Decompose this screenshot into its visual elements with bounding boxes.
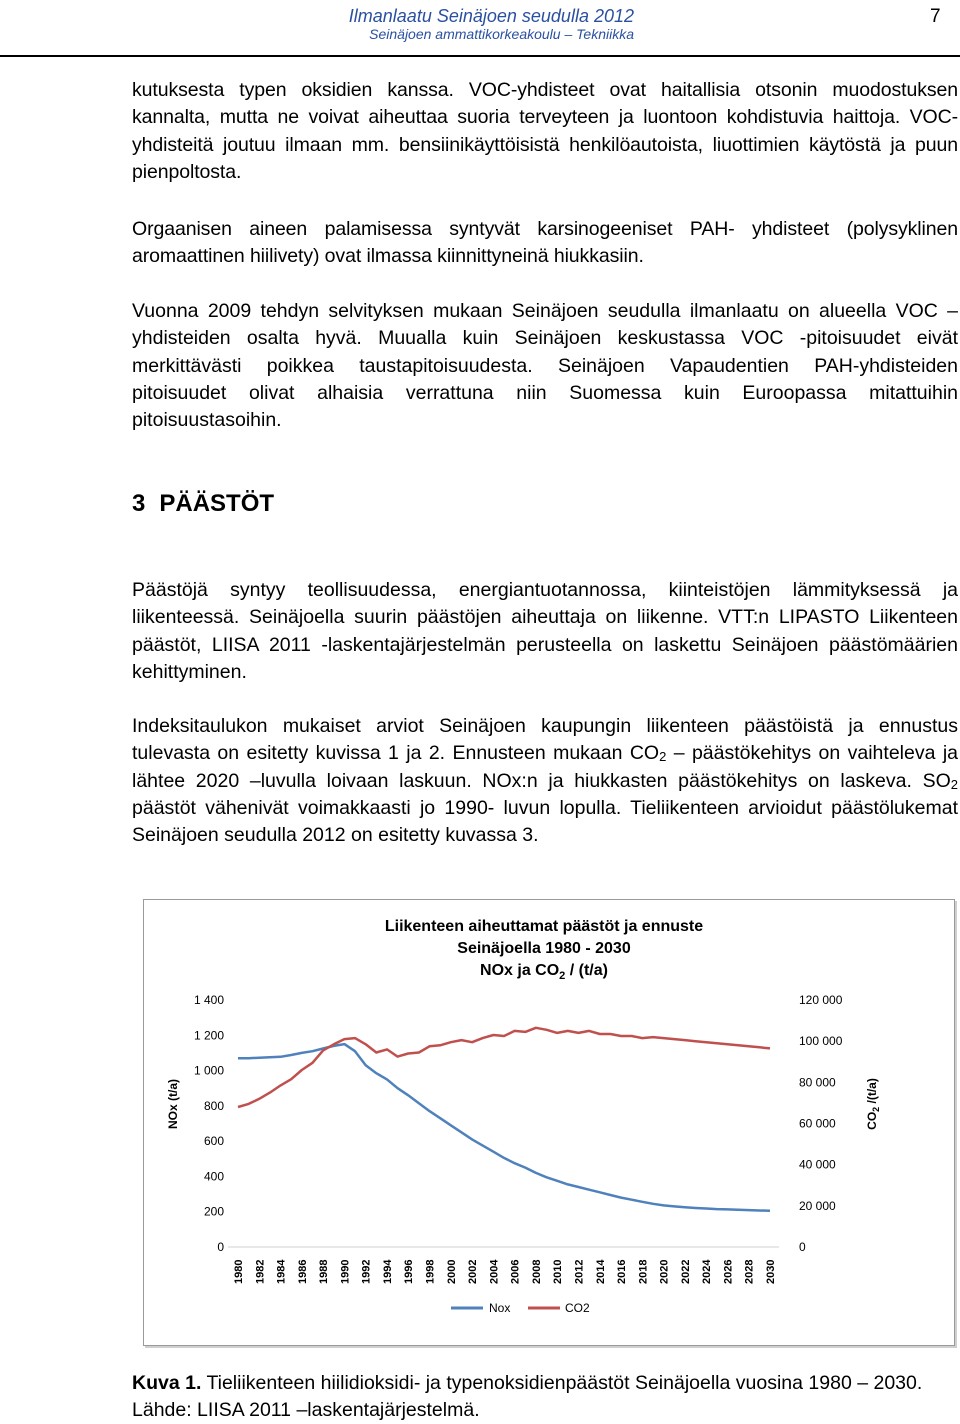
y-axis-left-label: NOx (t/a) [166, 1078, 180, 1130]
x-tick-label: 2004 [488, 1259, 501, 1284]
header-title: Ilmanlaatu Seinäjoen seudulla 2012 [348, 6, 634, 26]
y-right-tick-label: 20 000 [799, 1198, 836, 1213]
chart-title-line3-b: / (t/a) [565, 962, 608, 979]
x-tick-label: 1984 [275, 1259, 288, 1284]
paragraph-survey: Vuonna 2009 tehdyn selvityksen mukaan Seinäjoen seudulla ilmanlaatu on alueella VOC –yhdisteiden osalta hyvä. Muualla kuin Seinäjoen keskustassa VOC -pitoisuudet eivät merkittävästi poikkea taustapitoisuudesta. Seinäjoen Vapaudentien PAH-yhdisteiden pitoisuudet olivat alhaisia verrattuna niin Suomessa kuin Euroopassa mitattuihin pitoisuustasoihin. [132, 300, 958, 432]
x-tick-label: 2002 [467, 1259, 480, 1284]
y-axis-right-label-a: CO [865, 1111, 879, 1130]
co2-subscript: 2 [659, 749, 667, 765]
y-right-tick-label: 120 000 [799, 993, 843, 1007]
x-tick-label: 2018 [637, 1259, 650, 1284]
figure-caption-text: Tieliikenteen hiilidioksidi- ja typenoksidienpäästöt Seinäjoella vuosina 1980 – 2030. Lähde: LIISA 2011 –laskentajärjestelmä. [132, 1372, 923, 1421]
page-number: 7 [930, 6, 941, 27]
x-tick-label: 2028 [743, 1259, 756, 1284]
x-tick-label: 1988 [318, 1259, 331, 1284]
x-tick-label: 1998 [424, 1259, 437, 1284]
chart-title-line3-a: NOx ja CO [480, 962, 560, 979]
emissions-chart [143, 899, 955, 1346]
y-axis-right-label-b: /(t/a) [865, 1078, 879, 1107]
chart-title-line3 [480, 962, 608, 982]
y-right-tick-label: 0 [799, 1240, 806, 1254]
paragraph-voc: kutuksesta typen oksidien kanssa. VOC-yhdisteet ovat haitallisia otsonin muodostuksen kannalta, mutta ne voivat aiheuttaa suoria terveyteen ja luontoon kohdistuvia haittoja. VOC-yhdisteitä joutuu ilmaan mm. bensiinikäyttöisistä henkilöautoista, liuottimien käytöstä ja puun pienpoltosta. [132, 79, 958, 183]
x-tick-label: 2022 [679, 1259, 692, 1284]
x-tick-label: 2026 [722, 1259, 735, 1284]
x-tick-label: 2012 [573, 1259, 586, 1284]
chart-title-line2: Seinäjoella 1980 - 2030 [457, 940, 631, 957]
section-number: 3 [132, 490, 146, 517]
y-left-tick-label: 200 [203, 1204, 224, 1219]
x-tick-label: 1992 [360, 1259, 373, 1284]
y-left-tick-label: 0 [217, 1240, 224, 1254]
y-left-tick-label: 1 000 [193, 1063, 224, 1078]
figure-caption [132, 1370, 958, 1424]
x-tick-label: 2000 [445, 1259, 458, 1284]
legend [451, 1301, 590, 1315]
x-tick-label: 1996 [403, 1259, 416, 1284]
series-line-co2 [238, 1028, 770, 1107]
y-left-tick-label: 400 [203, 1169, 224, 1184]
x-tick-label: 2010 [552, 1259, 565, 1284]
paragraph-index [132, 713, 958, 849]
y-right-tick-label: 100 000 [799, 1034, 843, 1049]
chart-title-line3-sub: 2 [559, 970, 566, 982]
header-subtitle: Seinäjoen ammattikorkeakoulu – Tekniikka [369, 26, 634, 42]
x-tick-label: 1994 [381, 1259, 394, 1284]
legend-label-co2: CO2 [565, 1301, 590, 1315]
y-right-tick-label: 40 000 [799, 1157, 836, 1172]
y-left-tick-label: 1 400 [193, 993, 224, 1007]
section-title: PÄÄSTÖT [159, 490, 275, 517]
x-tick-label: 1980 [233, 1259, 245, 1284]
so2-subscript: 2 [950, 776, 958, 792]
paragraph-emissions: Päästöjä syntyy teollisuudessa, energiantuotannossa, kiinteistöjen lämmityksessä ja liikenteessä. Seinäjoella suurin päästöjen aiheuttaja on liikenne. VTT:n LIPASTO Liikenteen päästöt, LIISA 2011 -laskentajärjestelmän perusteella on laskettu Seinäjoen päästömäärien kehittyminen. [132, 579, 958, 683]
x-tick-label: 1990 [339, 1259, 352, 1284]
x-tick-label: 2006 [509, 1259, 522, 1284]
x-tick-label: 2030 [765, 1259, 777, 1284]
x-tick-label: 2014 [594, 1259, 607, 1284]
legend-label-nox: Nox [489, 1301, 511, 1315]
paragraph-index-part1: Indeksitaulukon mukaiset arviot Seinäjoen kaupungin liikenteen päästöistä ja ennustus tulevasta on esitetty kuvissa 1 ja 2. Ennusteen mukaan CO [132, 715, 958, 765]
header-rule [0, 55, 960, 57]
y-left-tick-label: 1 200 [193, 1028, 224, 1043]
y-axis-right-ticks [799, 993, 843, 1254]
series-line-nox [238, 1044, 770, 1211]
y-left-tick-label: 600 [203, 1134, 224, 1149]
paragraph-index-part3: päästöt vähenivät voimakkaasti jo 1990- luvun lopulla. Tieliikenteen arvioidut päästölukemat Seinäjoen seudulla 2012 on esitetty kuvassa 3. [132, 796, 958, 847]
paragraph-pah: Orgaanisen aineen palamisessa syntyvät karsinogeeniset PAH- yhdisteet (polysyklinen aromaattinen hiilivety) ovat ilmassa kiinnittyneinä hiukkasiin. [132, 218, 958, 268]
y-axis-left-ticks [194, 993, 224, 1254]
y-axis-right-label-sub: 2 [871, 1106, 881, 1112]
x-tick-label: 2020 [658, 1259, 671, 1284]
y-left-tick-label: 800 [203, 1098, 224, 1113]
x-tick-label: 1982 [254, 1259, 267, 1284]
x-axis-ticks [233, 1259, 777, 1284]
emissions-chart-svg [144, 900, 954, 1345]
x-tick-label: 2008 [530, 1259, 543, 1284]
section-heading [132, 490, 288, 518]
x-tick-label: 1986 [296, 1259, 309, 1284]
figure-caption-label: Kuva 1. [132, 1372, 202, 1394]
x-tick-label: 2024 [701, 1259, 714, 1284]
y-right-tick-label: 80 000 [799, 1075, 836, 1090]
paragraph-index-part2: – päästökehitys on vaihteleva ja lähtee 2020 –luvulla loivaan laskuun. NOx:n ja hiukkasten päästökehitys on laskeva. SO [132, 742, 958, 792]
x-tick-label: 2016 [616, 1259, 629, 1284]
chart-title-line1: Liikenteen aiheuttamat päästöt ja ennuste [384, 918, 704, 935]
y-right-tick-label: 60 000 [799, 1116, 836, 1131]
y-axis-right-label [865, 1078, 881, 1130]
